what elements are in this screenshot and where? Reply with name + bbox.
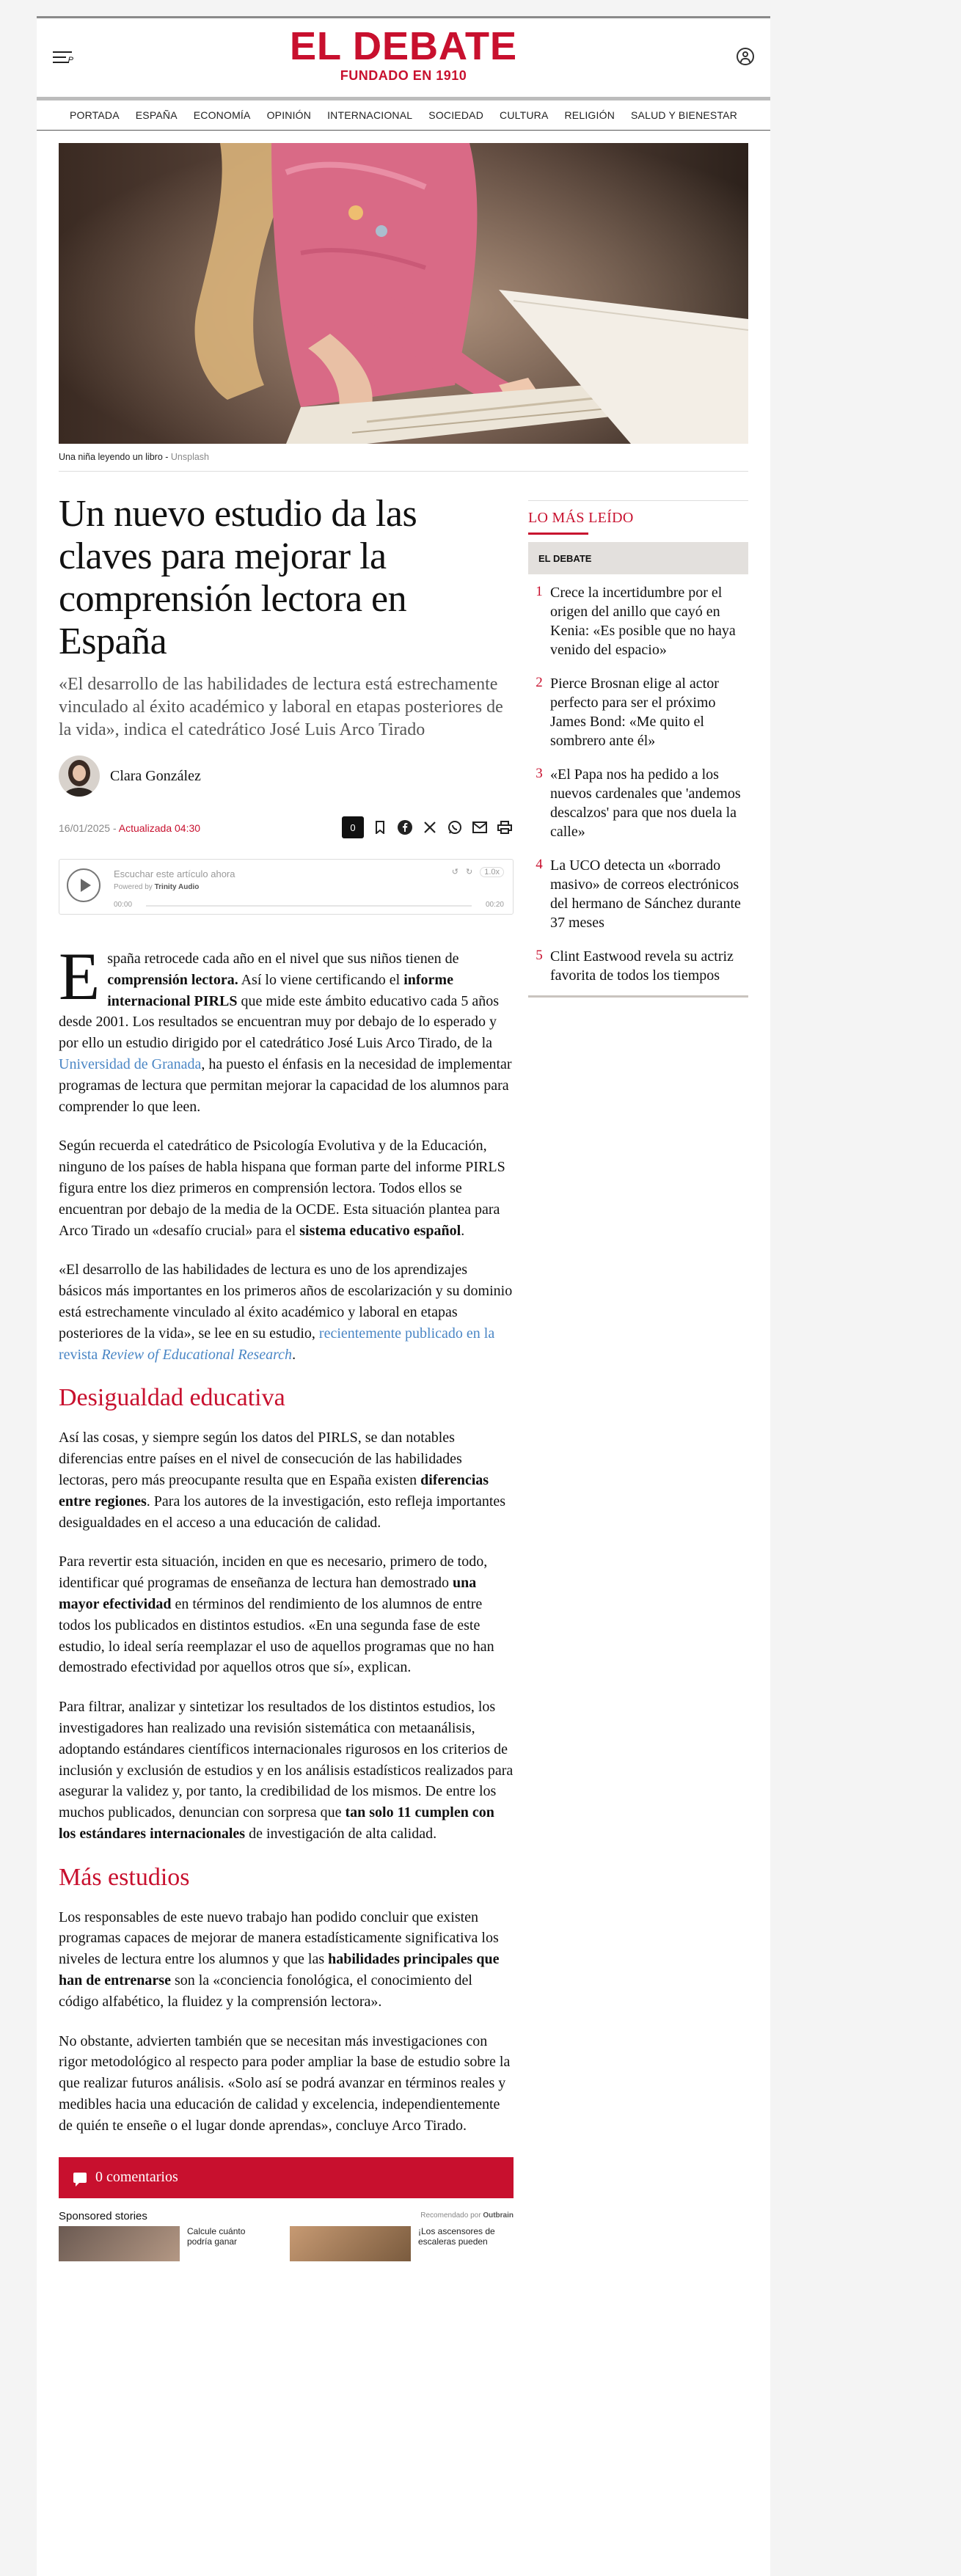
list-item-title: Crece la incertidumbre por el origen del anillo que cayó en Kenia: «Es posible que no haya venido del espacio» — [550, 585, 736, 658]
publish-date: 16/01/2025 - Actualizada 04:30 — [59, 822, 201, 834]
comment-count-badge[interactable]: 0 — [342, 816, 364, 838]
audio-powered-by: Powered by Trinity Audio — [114, 883, 200, 891]
x-twitter-icon[interactable] — [421, 819, 439, 836]
forward-icon[interactable]: ↻ — [465, 868, 473, 877]
page — [37, 16, 770, 2576]
paragraph: Según recuerda el catedrático de Psicología Evolutiva y de la Educación, ninguno de los países de habla hispana que forman parte del informe PIRLS figura entre los diez primeros en comprensión lectora. Todos ellos se encuentran por debajo de la media de la OCDE. Esta situación plantea para Arco Tirado un «desafío crucial» para el sistema educativo español. — [59, 1138, 505, 1239]
logo-tagline: FUNDADO EN 1910 — [340, 68, 467, 83]
audio-controls — [452, 867, 504, 877]
audio-time-start: 00:00 — [114, 901, 133, 909]
sponsored-image[interactable] — [59, 2226, 180, 2261]
rank-number: 5 — [536, 948, 543, 963]
nav-item-cultura[interactable]: CULTURA — [500, 109, 549, 121]
article-body — [59, 939, 514, 2137]
sponsored-label: Sponsored stories — [59, 2209, 147, 2222]
section-heading: Desigualdad educativa — [59, 1384, 285, 1412]
list-item[interactable] — [528, 583, 748, 659]
logo-main: EL DEBATE — [289, 24, 518, 68]
hero-image — [59, 143, 748, 444]
outbrain-credit[interactable]: Recomendado por Outbrain — [420, 2211, 514, 2220]
list-item[interactable] — [528, 947, 748, 985]
speed-button[interactable]: 1.0x — [480, 867, 504, 877]
rank-number: 2 — [536, 675, 543, 690]
audio-title: Escuchar este artículo ahora — [114, 868, 235, 879]
nav-item-religion[interactable]: RELIGIÓN — [564, 109, 615, 121]
link-study[interactable]: recientemente publicado en la revista Review of Educational Research — [59, 1325, 495, 1363]
article-subtitle: «El desarrollo de las habilidades de lectura está estrechamente vinculado al éxito académico y laboral en etapas posteriores de la vida», indica el catedrático José Luis Arco Tirado — [59, 675, 503, 739]
most-read-list — [528, 583, 748, 985]
site-header — [37, 18, 770, 100]
facebook-icon[interactable] — [396, 819, 414, 836]
comments-label: 0 comentarios — [95, 2169, 178, 2186]
most-read-sidebar — [528, 500, 748, 998]
list-item-title: «El Papa nos ha pedido a los nuevos cardenales que 'andemos descalzos' para que nos duela la calle» — [550, 766, 741, 840]
link-universidad-granada[interactable]: Universidad de Granada — [59, 1055, 202, 1072]
rank-number: 4 — [536, 857, 543, 872]
nav-item-salud[interactable]: SALUD Y BIENESTAR — [631, 109, 738, 121]
paragraph: Así las cosas, y siempre según los datos del PIRLS, se dan notables diferencias entre países en el nivel de consecución de las habilidades lectoras, pero más preocupante resulta que en España existen diferencias entre regiones. Para los autores de la investigación, esto refleja importantes desigualdades en el acceso a una educación de calidad. — [59, 1430, 506, 1531]
paragraph: No obstante, advierten también que se necesitan más investigaciones con rigor metodológico al respecto para poder ampliar la base de estudio sobre la que realizar futuros análisis. «Solo así se podrá avanzar en términos reales y medibles hacia una educación de calidad y excelencia, independientemente de quién te enseñe o el lugar donde aprendas», concluye Arco Tirado. — [59, 2032, 511, 2134]
rewind-icon[interactable]: ↺ — [451, 868, 458, 877]
comment-icon — [73, 2173, 87, 2183]
list-item[interactable] — [528, 765, 748, 841]
paragraph: Los responsables de este nuevo trabajo han podido concluir que existen programas capaces de mejorar de manera estadísticamente significativa los niveles de lectura entre los alumnos y que las habilidades principales que han de entrenarse son la «conciencia fonológica, el conocimiento del código alfabético, la fluidez y la comprensión lectora». — [59, 1909, 500, 2010]
tab-el-debate[interactable]: EL DEBATE — [528, 542, 748, 574]
image-caption: Una niña leyendo un libro - Unsplash — [59, 452, 210, 462]
sponsored-story-title[interactable]: Calcule cuánto podría ganar — [187, 2225, 246, 2247]
sponsored-story-title[interactable]: ¡Los ascensores de escaleras pueden — [418, 2225, 495, 2247]
list-item[interactable] — [528, 856, 748, 932]
paragraph: Para filtrar, analizar y sintetizar los resultados de los distintos estudios, los investigadores han realizado una revisión sistemática con metaanálisis, adoptando estándares científicos internacionales rigurosos en los criterios de inclusión y exclusión de estudios y en los análisis estadísticos realizados para asegurar la validez y, por tanto, la credibilidad de los mismos. De entre los muchos publicados, denuncian con sorpresa que tan solo 11 cumplen con los estándares internacionales de investigación de alta calidad. — [59, 1699, 514, 1842]
sponsored-image[interactable] — [290, 2226, 411, 2261]
caption-source: Unsplash — [170, 452, 210, 462]
drop-cap: E — [59, 939, 101, 1014]
updated-time: Actualizada 04:30 — [118, 822, 201, 834]
author-row — [59, 755, 514, 797]
audio-player — [59, 859, 514, 915]
nav-item-economia[interactable]: ECONOMÍA — [193, 109, 251, 121]
article — [59, 493, 514, 2261]
list-item-title: Clint Eastwood revela su actriz favorita de todos los tiempos — [550, 948, 734, 984]
paragraph: España retrocede cada año en el nivel que sus niños tienen de comprensión lectora. Así lo viene certificando el informe internacional PIRLS que mide este ámbito educativo cada 5 años desde 2001. Los resultados se encuentran muy por debajo de lo esperado y por ello un estudio dirigido por el catedrático José Luis Arco Tirado, de la Universidad de Granada, ha puesto el énfasis en la necesidad de implementar programas de lectura que permitan mejorar la capacidad de los alumnos para comprender lo que leen. — [59, 939, 512, 1115]
section-heading: Más estudios — [59, 1863, 190, 1891]
nav-item-sociedad[interactable]: SOCIEDAD — [428, 109, 484, 121]
menu-glyph: P — [67, 56, 73, 65]
paragraph: «El desarrollo de las habilidades de lectura es uno de los aprendizajes básicos más importantes en los primeros años de escolarización y su dominio está estrechamente vinculado al éxito académico y laboral en etapas posteriores de la vida», se lee en su estudio, recientemente publicado en la revista Review of Educational Research. — [59, 1262, 513, 1363]
nav-item-espana[interactable]: ESPAÑA — [135, 109, 178, 121]
user-icon[interactable] — [737, 48, 754, 65]
rank-number: 1 — [536, 584, 543, 599]
author-name[interactable]: Clara González — [110, 767, 201, 784]
title-underline — [528, 533, 588, 535]
main-nav — [37, 100, 770, 131]
print-icon[interactable] — [496, 819, 514, 836]
audio-progress[interactable] — [114, 901, 504, 911]
logo[interactable] — [37, 26, 770, 84]
divider — [59, 471, 748, 472]
play-button[interactable] — [67, 868, 101, 902]
comments-button[interactable] — [59, 2157, 514, 2198]
list-item-title: La UCO detecta un «borrado masivo» de correos electrónicos del hermano de Sánchez durante 37 meses — [550, 857, 741, 931]
sidebar-bottom-rule — [528, 995, 748, 998]
share-bar — [342, 816, 514, 838]
meta-row — [59, 815, 514, 844]
bookmark-icon[interactable] — [371, 819, 389, 836]
nav-item-internacional[interactable]: INTERNACIONAL — [327, 109, 413, 121]
avatar[interactable] — [59, 755, 100, 797]
rank-number: 3 — [536, 766, 543, 781]
list-item-title: Pierce Brosnan elige al actor perfecto para ser el próximo James Bond: «Me quito el sombrero ante él» — [550, 676, 719, 749]
list-item[interactable] — [528, 674, 748, 750]
sidebar-title: LO MÁS LEÍDO — [528, 510, 634, 526]
nav-item-portada[interactable]: PORTADA — [69, 109, 120, 121]
caption-text: Una niña leyendo un libro — [59, 452, 163, 462]
whatsapp-icon[interactable] — [446, 819, 464, 836]
email-icon[interactable] — [471, 819, 489, 836]
article-headline: Un nuevo estudio da las claves para mejorar la comprensión lectora en España — [59, 493, 417, 662]
nav-item-opinion[interactable]: OPINIÓN — [266, 109, 312, 121]
audio-time-end: 00:20 — [485, 901, 504, 909]
divider — [528, 500, 748, 501]
paragraph: Para revertir esta situación, inciden en que es necesario, primero de todo, identificar qué programas de enseñanza de lectura han demostrado una mayor efectividad en términos del rendimiento de los alumnos de entre todos los publicados en distintos estudios. «En una segunda fase de este estudio, lo ideal sería reemplazar el uso de aquellos programas que no han demostrado efectividad por aquellos otros que sí», explican. — [59, 1554, 494, 1676]
sponsored-stories — [59, 2210, 514, 2261]
